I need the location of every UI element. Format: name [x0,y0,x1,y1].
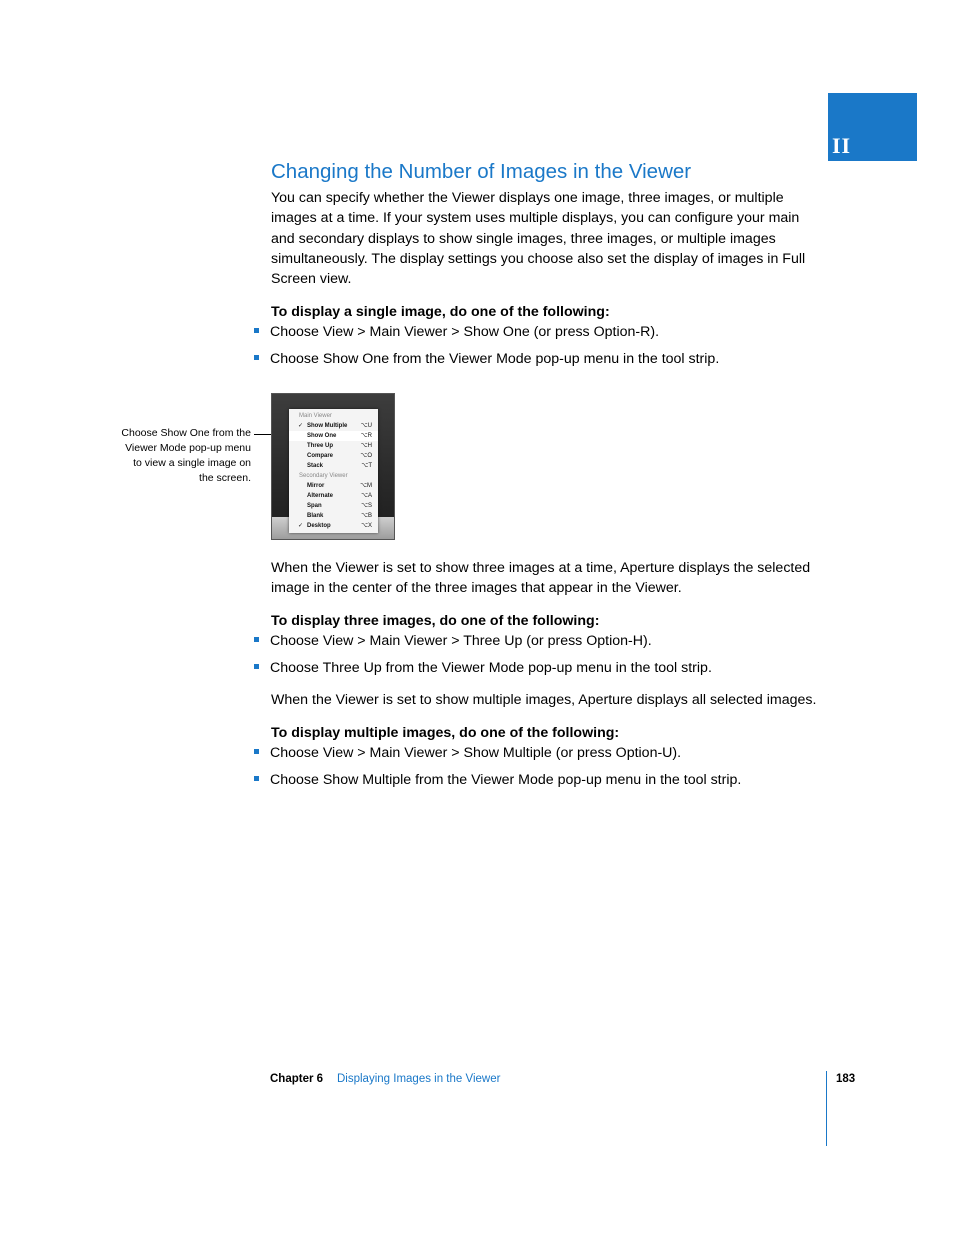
list-item: Choose View > Main Viewer > Show Multiple (or press Option-U). [254,743,681,763]
footer-chapter-title: Displaying Images in the Viewer [337,1073,501,1085]
menu-item-span[interactable]: Span ⌥S [307,503,372,509]
bullet-square-icon [254,749,259,754]
three-images-paragraph: When the Viewer is set to show three images at a time, Aperture displays the selected image in the center of the three images that appear in the Viewer. [271,560,811,597]
section-single-heading: To display a single image, do one of the following: [271,304,610,320]
menu-item-alternate[interactable]: Alternate ⌥A [307,493,372,499]
bullet-square-icon [254,637,259,642]
part-tab-label: II [832,133,852,158]
menu-item-stack[interactable]: Stack ⌥T [307,463,372,469]
intro-paragraph: You can specify whether the Viewer displays one image, three images, or multiple images at a time. If your system uses multiple displays, you can configure your main and secondary displays to show single images, three images, or multiple images simultaneously. The display settings you choose also set the display of images in Full Screen view. [271,190,806,288]
list-item: Choose Three Up from the Viewer Mode pop-up menu in the tool strip. [254,658,712,678]
bullet-square-icon [254,776,259,781]
page-number: 183 [836,1073,856,1085]
footer-divider [826,1071,827,1146]
list-item: Choose Show One from the Viewer Mode pop-up menu in the tool strip. [254,349,719,369]
menu-item-three-up[interactable]: Three Up ⌥H [307,443,372,449]
checkmark-icon: ✓ [298,423,304,429]
menu-item-show-one[interactable]: Show One ⌥R [289,431,378,441]
figure-caption: Choose Show One from the Viewer Mode pop-up menu to view a single image on the screen. [121,427,251,484]
bullet-square-icon [254,355,259,360]
bullet-square-icon [254,664,259,669]
multiple-images-paragraph: When the Viewer is set to show multiple images, Aperture displays all selected images. [271,692,817,708]
menu-item-blank[interactable]: Blank ⌥B [307,513,372,519]
viewer-mode-popup-menu [289,409,378,533]
footer-chapter-label: Chapter 6 [270,1073,324,1085]
bullet-square-icon [254,328,259,333]
menu-section-secondary: Secondary Viewer [299,473,348,479]
viewer-mode-menu-screenshot [271,393,395,540]
checkmark-icon: ✓ [298,523,304,529]
page-title: Changing the Number of Images in the Viewer [271,160,692,183]
part-tab [828,93,917,161]
menu-item-desktop[interactable]: ✓ Desktop ⌥X [298,523,372,529]
list-item: Choose View > Main Viewer > Show One (or press Option-R). [254,322,659,342]
list-item: Choose View > Main Viewer > Three Up (or press Option-H). [254,631,652,651]
menu-section-main: Main Viewer [299,413,332,419]
list-item: Choose Show Multiple from the Viewer Mode pop-up menu in the tool strip. [254,770,741,790]
section-three-heading: To display three images, do one of the following: [271,613,600,629]
menu-item-show-multiple[interactable]: ✓ Show Multiple ⌥U [298,423,372,429]
menu-item-mirror[interactable]: Mirror ⌥M [307,483,372,489]
menu-item-compare[interactable]: Compare ⌥O [307,453,372,459]
section-multiple-heading: To display multiple images, do one of the following: [271,725,620,741]
